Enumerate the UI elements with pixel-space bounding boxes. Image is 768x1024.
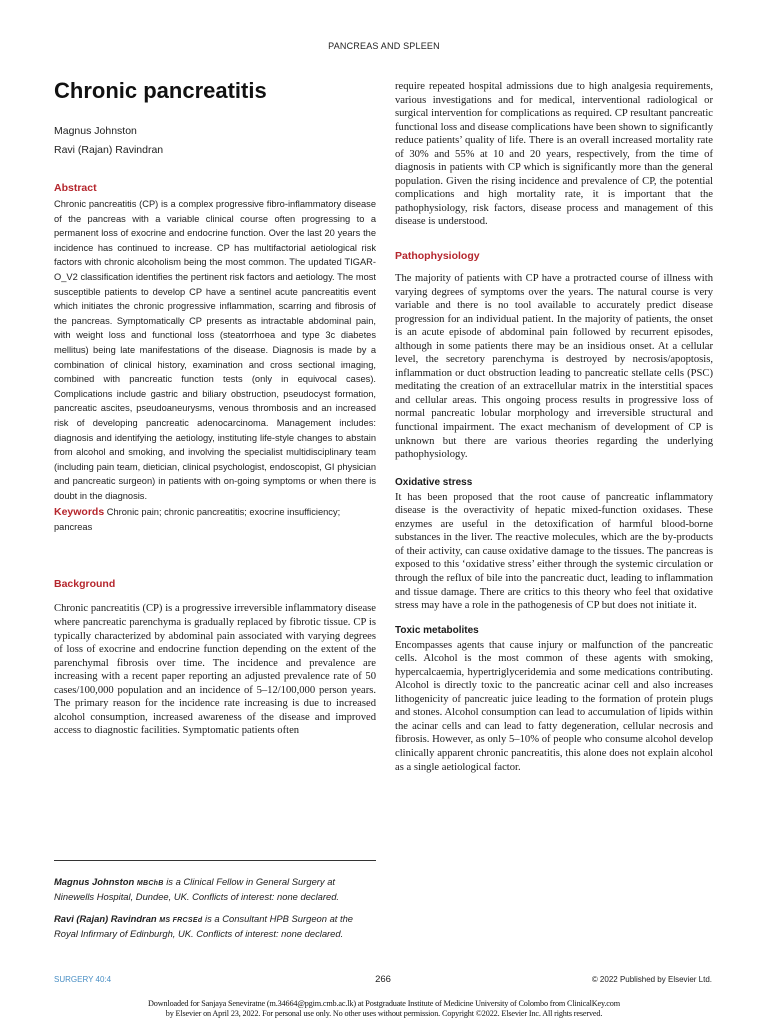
left-column	[54, 78, 376, 738]
article-title: Chronic pancreatitis	[54, 78, 267, 103]
abstract-text: Chronic pancreatitis (CP) is a complex progressive fibro-inflammatory disease of the pancreas with a variable clinical course often progressing to a permanent loss of exocrine and endocrine function. Over the last 20 years the incidence has continued to increase. CP has multifactorial aetiological risk factors with chronic alcoholism being the most common. The updated TIGAR-O_V2 classification identifies the pertinent risk factors and aetiology. The most susceptible patients to develop CP have a sentinel acute pancreatitis event which initiates the chronic progressive inflammation, scarring and fibrosis of the pancreas. Symptomatically CP presents as intractable abdominal pain, with weight loss and functional loss (steatorrhoea and type 3c diabetes mellitus) being late manifestations of the disease. Diagnosis is made by a combination of clinical history, examination and cross sectional imaging, combined with pancreatic function tests (only in equivocal cases). Complications include gastric and biliary obstruction, pseudocyst formation, pancreatic ascites, pseudoaneurysms, venous thrombosis and an increased risk of developing pancreatic adenocarcinoma. Management includes: diagnosis and identifying the aetiology, instituting life-style changes to abstain from alcohol and smoking, and involving the specialist multidisciplinary team (including pain team, dietician, clinical psychologist, endoscopist, GI physician and pancreatic surgeon) in patients with on-going symptoms or when there is doubt in the diagnosis.	[54, 199, 376, 501]
running-head: PANCREAS AND SPLEEN	[328, 41, 440, 51]
author-list	[54, 122, 376, 160]
background-continuation: require repeated hospital admissions due to high analgesia requirements, various investigations and for medical, interventional radiological or surgical intervention for complications as required. CP resultant pancreatic functional loss and disease complications have been shown to significantly reduce patients’ quality of life. There is an overall increased mortality rate of 30% and 55% at 10 and 20 years, respectively, from the time of diagnosis in patients with CP which is significantly more than the general population. Given the rising incidence and prevalence of CP, the potential complications and high mortality rate, it is important that the pathophysiology, risk factors, disease process and management of this disease is understood.	[395, 81, 713, 228]
footnote-author: Ravi (Rajan) Ravindran	[54, 913, 157, 925]
download-notice-line: by Elsevier on April 23, 2022. For personal use only. No other uses without permission. Copyright ©2022. Elsevier Inc. All rights reserved.	[165, 1009, 603, 1018]
author-name: Ravi (Rajan) Ravindran	[54, 144, 164, 156]
footnote-author: Magnus Johnston	[54, 876, 135, 887]
right-column	[395, 80, 713, 774]
journal-citation: SURGERY 40:4	[54, 975, 112, 984]
pathophysiology-heading: Pathophysiology	[395, 250, 480, 263]
author-footnotes	[54, 876, 376, 950]
keywords-text: Chronic pain; chronic pancreatitis; exocrine insufficiency; pancreas	[54, 507, 341, 532]
page-number: 266	[375, 974, 391, 985]
oxidative-stress-heading: Oxidative stress	[395, 476, 473, 488]
footnote	[54, 876, 376, 903]
toxic-metabolites-text: Encompasses agents that cause injury or malfunction of the pancreatic cells. Alcohol is the most common of these agents with smoking, hypercalcaemia, hypertriglyceridemia and some medications contributing. Alcohol is directly toxic to the pancreatic acinar cell and also increases lithogenicity of pancreatic juice leading to the formation of protein plugs and stones. Alcohol consumption can lead to accumulation of lipids within the acinar cells and can lead to fatty degeneration, cellular necrosis and fibrosis. However, as only 5‒10% of people who consume alcohol develop clinically apparent chronic pancreatitis, this alone does not explain alcohol as a single aetiological factor.	[395, 639, 713, 773]
footnote-divider	[54, 860, 376, 861]
footnote	[54, 913, 376, 940]
oxidative-stress-text: It has been proposed that the root cause of pancreatic inflammatory disease is the overactivity of hepatic mixed-function oxidases. These enzymes are useful in the detoxification of harmful blood-borne substances in the liver. The reactive molecules, which are the by-products of their activity, can cause oxidative damage to the tissues. The pancreas is exposed to this ‘oxidative stress’ either through the systemic circulation or through the reflux of bile into the pancreatic duct, leading to inflammation and tissue damage. There are critics to this theory who feel that oxidative stress may have a role in the pathogenesis of CP but does not initiate it.	[395, 491, 713, 612]
download-notice	[0, 999, 768, 1019]
keywords	[54, 505, 376, 534]
author-name: Magnus Johnston	[54, 125, 137, 137]
footnote-degrees: MS FRCSEd	[159, 917, 203, 925]
footnote-text: is a Consultant HPB Surgeon at the Royal Infirmary of Edinburgh, UK. Conflicts of interest: none declared.	[54, 913, 354, 939]
copyright-notice: © 2022 Published by Elsevier Ltd.	[591, 975, 712, 984]
footnote-text: is a Clinical Fellow in General Surgery at Ninewells Hospital, Dundee, UK. Conflicts of interest: none declared.	[54, 876, 340, 902]
download-notice-line: Downloaded for Sanjaya Seneviratne (m.34664@pgim.cmb.ac.lk) at Postgraduate Institute of Medicine University of Colombo from ClinicalKey.com	[148, 999, 620, 1008]
keywords-label: Keywords	[54, 506, 105, 519]
footnote-degrees: MBChB	[136, 880, 164, 887]
abstract-heading: Abstract	[54, 182, 97, 194]
pathophysiology-text: The majority of patients with CP have a protracted course of illness with varying degrees of symptoms over the years. The natural course is very variable and there is no tool available to accurately predict disease progression for an individual patient. In the majority of patients, the onset is an acute episode of abdominal pain followed by recurrent episodes, although in some patients there may be an insidious onset. At a cellular level, the secretory parenchyma is destroyed by necrosis/apoptosis, inflammation or duct obstruction leading to pancreatic stellate cells (PSC) meditating the creation of an extracellular matrix in the interstitial spaces and cellular areas. This ongoing process results in progressive loss of normal pancreatic lobular morphology and irreversible structural and functional impairment. The exact mechanism of development of CP is unknown but there are various theories regarding the underlying pathophysiology.	[395, 273, 713, 461]
background-heading: Background	[54, 578, 116, 591]
background-text: Chronic pancreatitis (CP) is a progressive irreversible inflammatory disease where pancreatic parenchyma is gradually replaced by fibrotic tissue. CP is typically characterized by abdominal pain associated with varying degrees of loss of exocrine and endocrine function depending on the extent of the parenchymal fibrosis over time. The incidence and prevalence are increasing with a recent paper reporting an adjusted prevalence rate of 50 cases/100,000 population and an incidence of 5‒12/100,000 person years. The primary reason for the incidence rate increasing is due to increased alcohol consumption, increased awareness of the disease and improved access to diagnostic facilities. Symptomatic patients often	[54, 603, 376, 737]
toxic-metabolites-heading: Toxic metabolites	[395, 624, 479, 636]
